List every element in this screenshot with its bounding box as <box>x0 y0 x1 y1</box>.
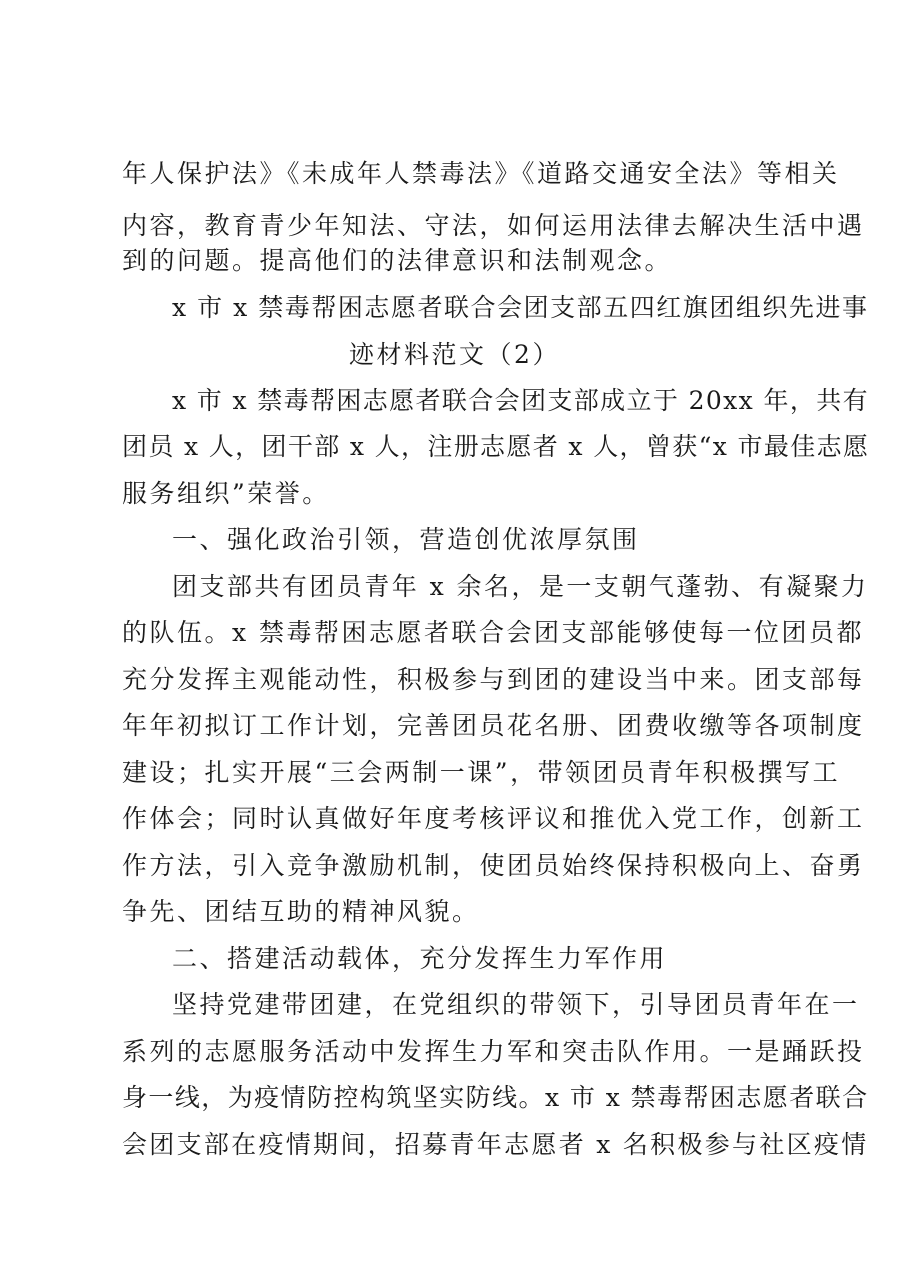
paragraph-line: 年年初拟订工作计划，完善团员花名册、团费收缴等各项制度 <box>122 711 865 740</box>
paragraph-line: 到的问题。提高他们的法律意识和法制观念。 <box>122 246 673 275</box>
heading-line: 二、搭建活动载体，充分发挥生力军作用 <box>172 944 668 973</box>
paragraph-line: 的队伍。x 禁毒帮困志愿者联合会团支部能够使每一位团员都 <box>122 618 865 647</box>
heading-line: 一、强化政治引领，营造创优浓厚氛围 <box>172 525 640 554</box>
section-title-line: 迹材料范文（2） <box>349 340 560 369</box>
paragraph-line: 内容，教育青少年知法、守法，如何运用法律去解决生活中遇 <box>122 211 865 240</box>
paragraph-line: 服务组织”荣誉。 <box>122 479 330 508</box>
section-title-line: x 市 x 禁毒帮困志愿者联合会团支部五四红旗团组织先进事 <box>172 293 869 322</box>
paragraph-line: 团员 x 人，团干部 x 人，注册志愿者 x 人，曾获“x 市最佳志愿 <box>122 432 870 461</box>
paragraph-line: 团支部共有团员青年 x 余名，是一支朝气蓬勃、有凝聚力 <box>172 572 869 601</box>
paragraph-line: 建设；扎实开展“三会两制一课”，带领团员青年积极撰写工 <box>122 758 841 787</box>
paragraph-line: x 市 x 禁毒帮困志愿者联合会团支部成立于 20xx 年，共有 <box>172 386 869 415</box>
paragraph-line: 充分发挥主观能动性，积极参与到团的建设当中来。团支部每 <box>122 665 865 694</box>
paragraph-line: 坚持党建带团建，在党组织的带领下，引导团员青年在一 <box>172 990 860 1019</box>
paragraph-line: 作方法，引入竞争激励机制，使团员始终保持积极向上、奋勇 <box>122 851 865 880</box>
paragraph-line: 会团支部在疫情期间，招募青年志愿者 x 名积极参与社区疫情 <box>122 1130 869 1159</box>
paragraph-line: 作体会；同时认真做好年度考核评议和推优入党工作，创新工 <box>122 804 865 833</box>
paragraph-line: 身一线，为疫情防控构筑坚实防线。x 市 x 禁毒帮困志愿者联合 <box>122 1083 869 1112</box>
paragraph-line: 系列的志愿服务活动中发挥生力军和突击队作用。一是踊跃投 <box>122 1037 865 1066</box>
paragraph-line: 争先、团结互助的精神风貌。 <box>122 897 480 926</box>
paragraph-line: 年人保护法》《未成年人禁毒法》《道路交通安全法》等相关 <box>122 159 840 188</box>
